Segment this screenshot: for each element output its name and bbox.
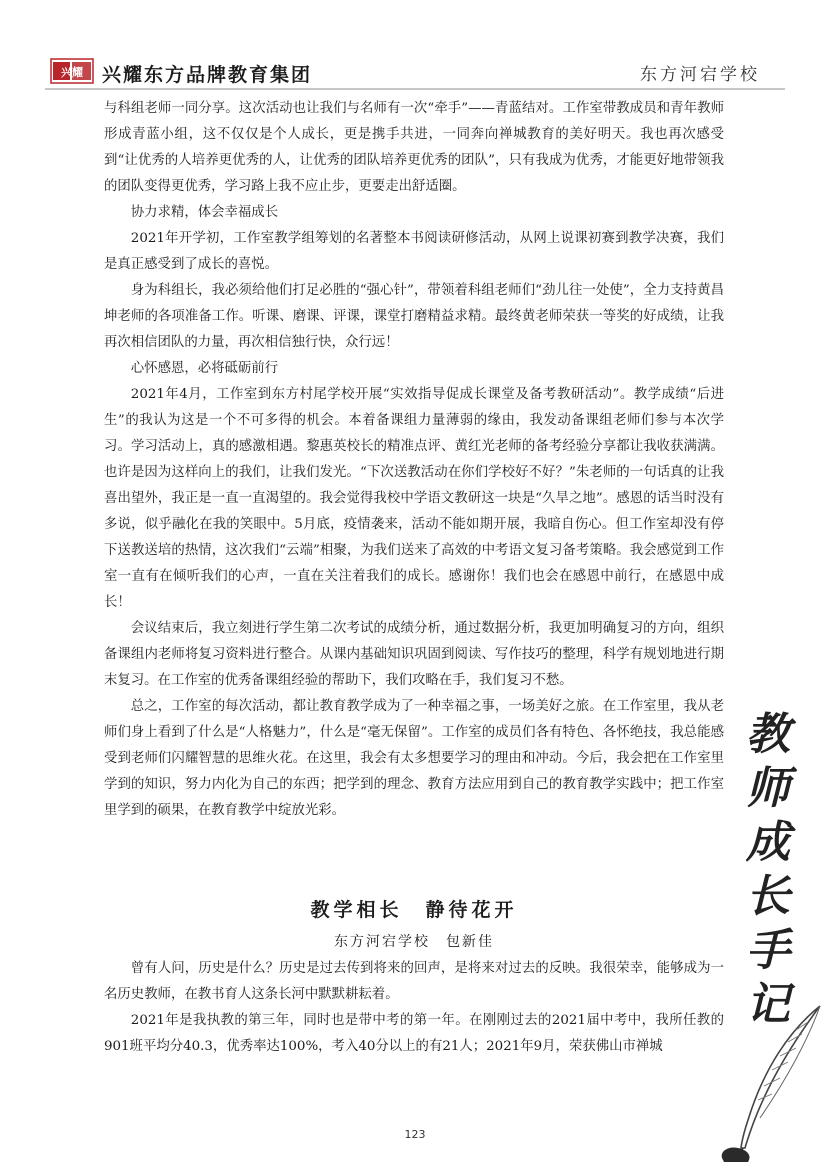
page-header: [0, 0, 830, 100]
logo-lettering: 兴耀: [61, 66, 83, 79]
paragraph: 会议结束后，我立刻进行学生第二次考试的成绩分析，通过数据分析，我更加明确复习的方向，组织备课组内老师将复习资料进行整合。从课内基础知识巩固到阅读、写作技巧的整理，科学有规划地进行期末复习。在工作室的优秀备课组经验的帮助下，我们攻略在手，我们复习不愁。: [104, 621, 724, 688]
side-calligraphy-title: [736, 708, 800, 1032]
school-name: 东方河宕学校: [640, 65, 760, 85]
side-title-char: 成: [746, 817, 790, 868]
paragraph: 与科组老师一同分享。这次活动也让我们与名师有一次“牵手”——青蓝结对。工作室带教成员和青年教师形成青蓝小组，这不仅仅是个人成长，更是携手共进，一同奔向禅城教育的美好明天。我也再次感受到“让优秀的人培养更优秀的人，让优秀的团队培养更优秀的团队”，只有我成为优秀，才能更好地带领我的团队变得更优秀，学习路上我不应止步，更要走出舒适圈。: [104, 101, 724, 194]
article-title: 教学相长 静待花开: [310, 899, 518, 921]
header-divider: [45, 88, 785, 90]
paragraph: 2021年4月，工作室到东方村尾学校开展“实效指导促成长课堂及备考教研活动”。教学成绩“后进生”的我认为这是一个不可多得的机会。本着备课组力量薄弱的缘由，我发动备课组老师们参与本次学习。学习活动上，真的感激相遇。黎惠英校长的精准点评、黄红光老师的备考经验分享都让我收获满满。也许是因为这样向上的我们，让我们发光。“下次送教活动在你们学校好不好？”朱老师的一句话真的让我喜出望外，我正是一直一直渴望的。我会觉得我校中学语文教研这一块是“久旱之地”。感恩的话当时没有多说，似乎融化在我的笑眼中。5月底，疫情袭来，活动不能如期开展，我暗自伤心。但工作室却没有停下送教送培的热情，这次我们“云端”相聚，为我们送来了高效的中考语文复习备考策略。我会感觉到工作室一直有在倾听我们的心声，一直在关注着我们的成长。感谢你！我们也会在感恩中前行，在感恩中成长！: [104, 387, 724, 610]
article-body: [104, 96, 724, 824]
section-subheading: 协力求精，体会幸福成长: [130, 205, 279, 220]
page-number: 123: [404, 1128, 426, 1141]
paragraph: 2021年开学初，工作室教学组筹划的名著整本书阅读研修活动，从网上说课初赛到教学决赛，我们是真正感受到了成长的喜悦。: [104, 231, 724, 272]
side-title-char: 记: [746, 979, 790, 1030]
second-article-body: [104, 956, 724, 1060]
section-subheading: 心怀感恩，必将砥砺前行: [130, 361, 279, 376]
article-author: 东方河宕学校 包新佳: [334, 934, 494, 950]
second-article: [104, 896, 724, 1060]
side-title-char: 长: [746, 871, 790, 922]
side-title-char: 手: [746, 925, 790, 976]
paragraph: 2021年是我执教的第三年，同时也是带中考的第一年。在刚刚过去的2021届中考中，我所任教的901班平均分40.3，优秀率达100%，考入40分以上的有21人；2021年9月，荣获佛山市禅城: [104, 1013, 724, 1054]
paragraph: 总之，工作室的每次活动，都让教育教学成为了一种幸福之事，一场美好之旅。在工作室里，我从老师们身上看到了什么是“人格魅力”，什么是“毫无保留”。工作室的成员们各有特色、各怀绝技，我总能感受到老师们闪耀智慧的思维火花。在这里，我会有太多想要学习的理由和冲动。今后，我会把在工作室里学到的知识，努力内化为自己的东西；把学到的理念、教育方法应用到自己的教育教学实践中；把工作室里学到的硕果，在教育教学中绽放光彩。: [104, 699, 724, 818]
paragraph: 身为科组长，我必须给他们打足必胜的“强心针”，带领着科组老师们“劲儿往一处使”，全力支持黄昌坤老师的各项准备工作。听课、磨课、评课，课堂打磨精益求精。最终黄老师荣获一等奖的好成绩，让我再次相信团队的力量，再次相信独行快，众行远！: [104, 283, 724, 350]
group-name: 兴耀东方品牌教育集团: [102, 64, 313, 86]
side-title-char: 师: [746, 763, 790, 814]
school-logo-icon: [50, 58, 94, 84]
side-title-char: 教: [746, 709, 790, 760]
paragraph: 曾有人问，历史是什么？历史是过去传到将来的回声，是将来对过去的反映。我很荣幸，能够成为一名历史教师，在教书育人这条长河中默默耕耘着。: [104, 961, 724, 1002]
